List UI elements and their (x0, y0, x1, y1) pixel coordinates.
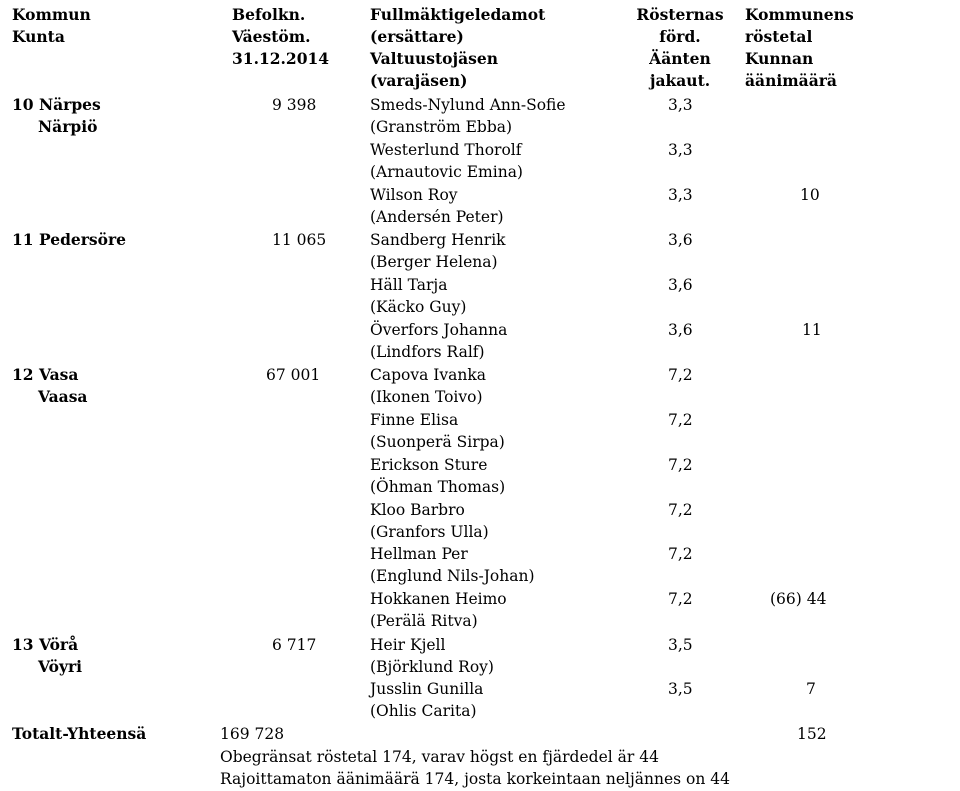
total-label: Totalt-Yhteensä (12, 724, 147, 743)
municipality-name-fi: Vöyri (38, 657, 83, 676)
deputy-name: (Berger Helena) (370, 253, 498, 271)
municipality-name: 12 Vasa (12, 365, 79, 384)
deputy-name: (Öhman Thomas) (370, 478, 506, 496)
vote-share: 7,2 (668, 501, 693, 519)
member-name: Erickson Sture (370, 456, 488, 474)
member-name: Kloo Barbro (370, 501, 465, 519)
footnote-sv: Obegränsat röstetal 174, varav högst en fjärdedel är 44 (220, 748, 659, 766)
municipality-name: 11 Pedersöre (12, 230, 127, 249)
vote-share: 7,2 (668, 545, 693, 563)
municipality-name: 13 Vörå (12, 635, 79, 654)
population: 11 065 (272, 231, 327, 249)
deputy-name: (Englund Nils-Johan) (370, 567, 535, 585)
vote-share: 3,6 (668, 276, 693, 294)
vote-share: 3,3 (668, 96, 693, 114)
vote-share: 3,3 (668, 141, 693, 159)
header-kommunens: Kommunens röstetal Kunnan äänimäärä (745, 5, 854, 90)
total-population: 169 728 (220, 725, 285, 743)
member-name: Sandberg Henrik (370, 231, 506, 249)
vote-share: 7,2 (668, 590, 693, 608)
header-ledamot: Fullmäktigeledamot (ersättare) Valtuustojäsen (varajäsen) (370, 5, 546, 90)
population: 6 717 (272, 636, 317, 654)
member-name: Wilson Roy (370, 186, 458, 204)
header-kommun: Kommun Kunta (12, 5, 91, 46)
deputy-name: (Granfors Ulla) (370, 523, 489, 541)
municipality-total: 7 (806, 680, 816, 698)
municipality-total: 11 (802, 321, 822, 339)
member-name: Överfors Johanna (370, 321, 508, 339)
member-name: Hellman Per (370, 545, 468, 563)
member-name: Hokkanen Heimo (370, 590, 507, 608)
member-name: Jusslin Gunilla (370, 680, 484, 698)
deputy-name: (Arnautovic Emina) (370, 163, 523, 181)
member-name: Capova Ivanka (370, 366, 487, 384)
member-name: Finne Elisa (370, 411, 459, 429)
member-name: Westerlund Thorolf (370, 141, 522, 159)
vote-share: 7,2 (668, 366, 693, 384)
deputy-name: (Ohlis Carita) (370, 702, 477, 720)
header-rosternas: Rösternas förd. Äänten jakaut. (636, 5, 724, 90)
member-name: Häll Tarja (370, 276, 448, 294)
vote-share: 7,2 (668, 411, 693, 429)
population: 67 001 (266, 366, 321, 384)
deputy-name: (Andersén Peter) (370, 208, 504, 226)
member-name: Smeds-Nylund Ann-Sofie (370, 96, 566, 114)
header-befolkn: Befolkn. Väestöm. 31.12.2014 (232, 5, 330, 68)
vote-share: 3,6 (668, 321, 693, 339)
population: 9 398 (272, 96, 317, 114)
deputy-name: (Suonperä Sirpa) (370, 433, 505, 451)
member-name: Heir Kjell (370, 636, 446, 654)
vote-share: 3,5 (668, 636, 693, 654)
deputy-name: (Björklund Roy) (370, 658, 494, 676)
deputy-name: (Ikonen Toivo) (370, 388, 483, 406)
vote-share: 3,3 (668, 186, 693, 204)
vote-share: 7,2 (668, 456, 693, 474)
municipality-name: 10 Närpes (12, 95, 101, 114)
total-votes: 152 (797, 725, 827, 743)
deputy-name: (Lindfors Ralf) (370, 343, 485, 361)
deputy-name: (Käcko Guy) (370, 298, 467, 316)
municipality-name-fi: Närpiö (38, 117, 98, 136)
deputy-name: (Granström Ebba) (370, 118, 513, 136)
footnote-fi: Rajoittamaton äänimäärä 174, josta korkeintaan neljännes on 44 (220, 770, 730, 788)
municipality-total: (66) 44 (770, 590, 827, 608)
municipality-total: 10 (800, 186, 820, 204)
deputy-name: (Perälä Ritva) (370, 612, 478, 630)
vote-share: 3,5 (668, 680, 693, 698)
municipality-name-fi: Vaasa (38, 387, 88, 406)
vote-share: 3,6 (668, 231, 693, 249)
